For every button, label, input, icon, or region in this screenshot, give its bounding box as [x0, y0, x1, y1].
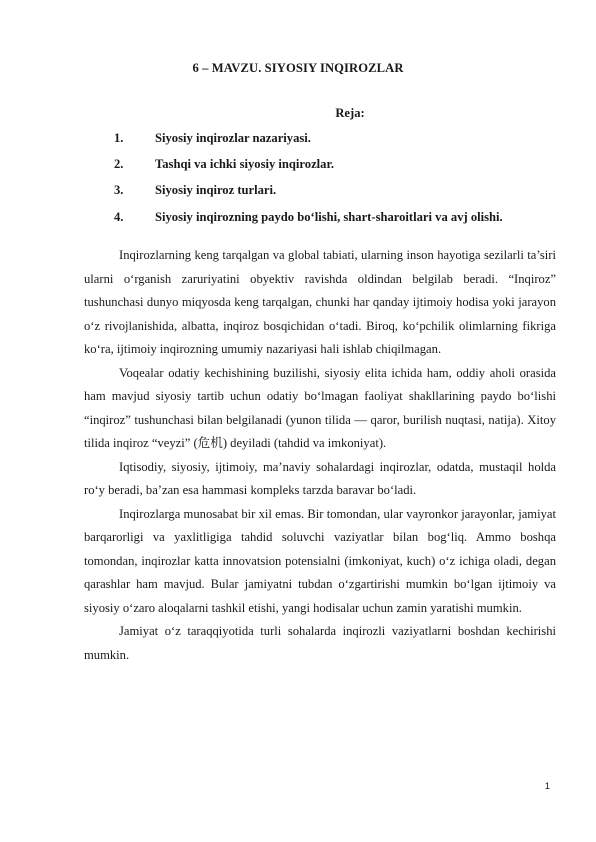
plan-item-text: Siyosiy inqiroz turlari. [155, 183, 277, 198]
plan-item [114, 155, 554, 181]
plan-item-number: 1. [114, 131, 124, 145]
plan-item-text: Tashqi va ichki siyosiy inqirozlar. [155, 157, 335, 172]
plan-item-number: 4. [114, 209, 124, 224]
plan-list [114, 129, 554, 234]
body-text [84, 244, 556, 667]
plan-item-number: 2. [114, 157, 124, 172]
paragraph: Voqealar odatiy kechishining buzilishi, siyosiy elita ichida ham, oddiy aholi orasida ham mavjud siyosiy tartib uchun odatiy bo‘lmagan faoliyat shakllarining paydo bo‘lishi “inqiroz” tushunchasi bilan belgilanadi (yunon tilida — qaror, burilish nuqtasi, natija). Xitoy tilida inqiroz “veyzi” (危机) deyiladi (tahdid va imkoniyat). [84, 365, 556, 450]
paragraph: Inqirozlarning keng tarqalgan va global tabiati, ularning inson hayotiga sezilarli ta’siri ularni o‘rganish zaruriyatini obyektiv ravishda oldindan belgilab beradi. “Inqiroz” tushunchasi dunyo miqyosda keng tarqalgan, chunki har qanday ijtimoiy hodisa yoki jarayon o‘z rivojlanishida, albatta, inqiroz bosqichidan o‘tadi. Biroq, ko‘pchilik olimlarning fikriga ko‘ra, ijtimoiy inqirozning umumiy nazariyasi hali ishlab chiqilmagan. [84, 248, 556, 356]
plan-item [114, 129, 554, 155]
document-title: 6 – MAVZU. SIYOSIY INQIROZLAR [192, 61, 404, 75]
paragraph: Inqirozlarga munosabat bir xil emas. Bir tomondan, ular vayronkor jarayonlar, jamiyat barqarorligi va yaxlitligiga tahdid soluvchi vaziyatlar bilan bog‘liq. Ammo boshqa tomondan, inqirozlar katta innovatsion potensialni (imkoniyat, kuch) o‘z ichiga oladi, degan qarashlar ham mavjud. Bular jamiyatni tubdan o‘zgartirishi mumkin bo‘lgan ijtimoiy va siyosiy o‘zaro aloqalarni tashkil etishi, yangi hodisalar uchun zamin yaratishi mumkin. [84, 506, 556, 615]
plan-title: Reja: [335, 106, 365, 120]
plan-item-number: 3. [114, 183, 124, 198]
plan-item-text: Siyosiy inqirozlar nazariyasi. [155, 131, 311, 145]
paragraph: Iqtisodiy, siyosiy, ijtimoiy, ma’naviy sohalardagi inqirozlar, odatda, mustaqil holda ro‘y beradi, ba’zan esa hammasi kompleks tarzda baravar bo‘ladi. [84, 459, 556, 497]
plan-item-text: Siyosiy inqirozning paydo bo‘lishi, shart-sharoitlari va avj olishi. [155, 209, 503, 224]
paragraph: Jamiyat o‘z taraqqiyotida turli sohalarda inqirozli vaziyatlarni boshdan kechirishi mumkin. [84, 624, 556, 662]
plan-item [114, 181, 554, 207]
page-number: 1 [544, 781, 550, 792]
plan-item [114, 208, 554, 234]
